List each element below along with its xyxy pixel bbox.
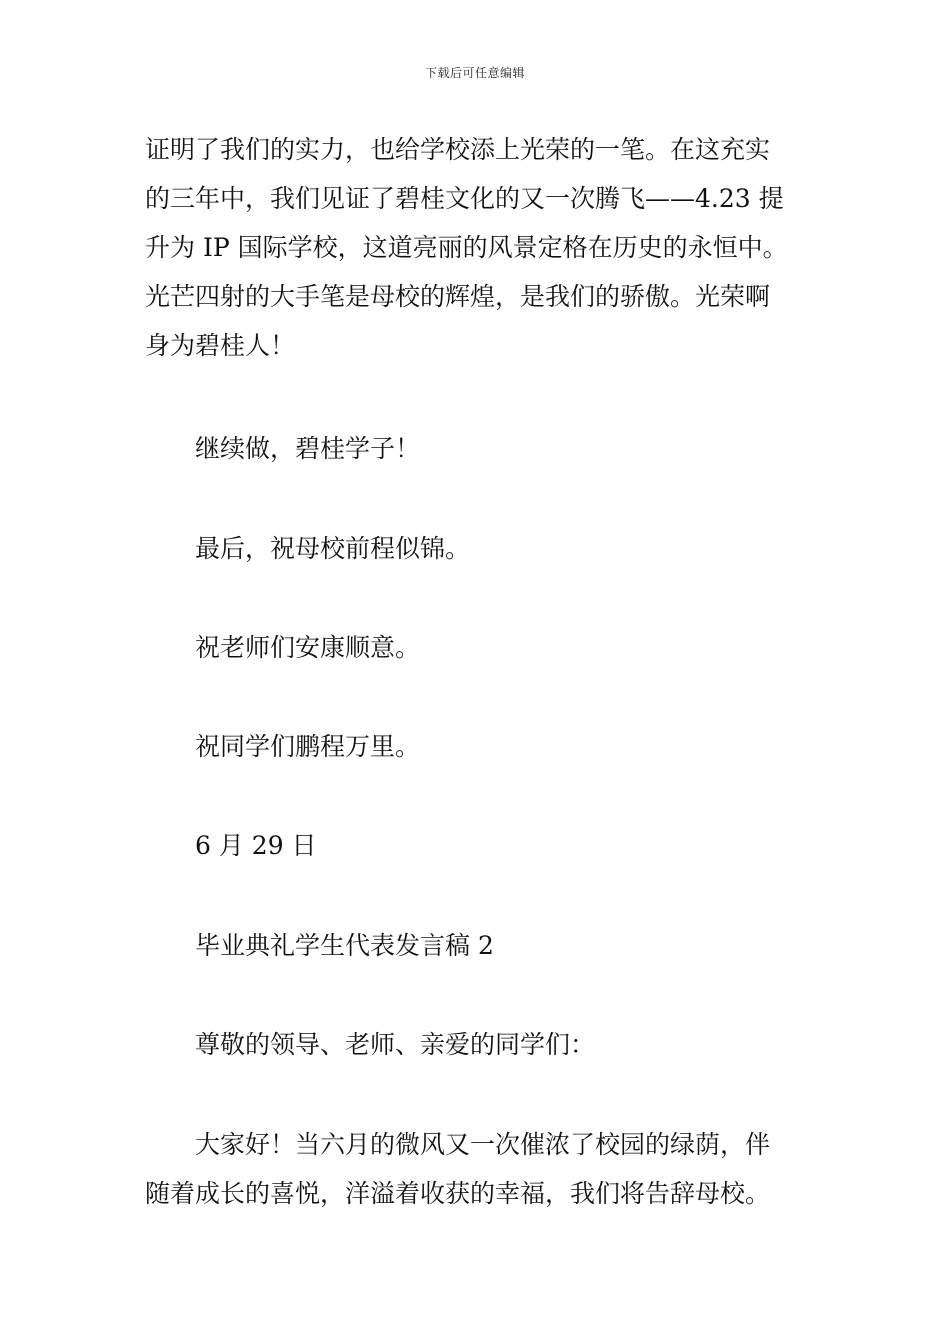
paragraph-wish-teachers <box>195 623 860 672</box>
text-line: 祝同学们鹏程万里。 <box>195 732 421 761</box>
text-line: 继续做，碧桂学子！ <box>195 434 421 463</box>
text-line: 随着成长的喜悦，洋溢着收获的幸福，我们将告辞母校。 <box>145 1179 771 1208</box>
text-line: 光芒四射的大手笔是母校的辉煌，是我们的骄傲。光荣啊 <box>145 282 771 311</box>
page-header: 下载后可任意编辑 <box>424 66 525 80</box>
text-line: 尊敬的领导、老师、亲爱的同学们： <box>195 1030 596 1059</box>
paragraph-continue <box>195 424 860 473</box>
text-line: 祝老师们安康顺意。 <box>195 633 421 662</box>
text-line: 6 月 29 日 <box>195 831 317 860</box>
paragraph-wish-classmates <box>195 722 860 771</box>
section-title <box>195 921 860 970</box>
text-line: 升为 IP 国际学校，这道亮丽的风景定格在历史的永恒中。 <box>145 233 788 262</box>
text-line: 大家好！当六月的微风又一次催浓了校园的绿荫，伴 <box>195 1130 771 1159</box>
text-line: 最后，祝母校前程似锦。 <box>195 534 471 563</box>
paragraph-greeting <box>145 1120 810 1218</box>
text-line: 毕业典礼学生代表发言稿 2 <box>195 931 494 960</box>
paragraph-wish-school <box>195 524 860 573</box>
paragraph-salutation <box>195 1020 860 1069</box>
text-line: 证明了我们的实力，也给学校添上光荣的一笔。在这充实 <box>145 135 771 164</box>
text-line: 的三年中，我们见证了碧桂文化的又一次腾飞——4.23 提 <box>145 184 784 213</box>
text-line: 身为碧桂人！ <box>145 331 296 360</box>
paragraph-date <box>195 821 860 870</box>
paragraph-achievement <box>145 125 810 370</box>
